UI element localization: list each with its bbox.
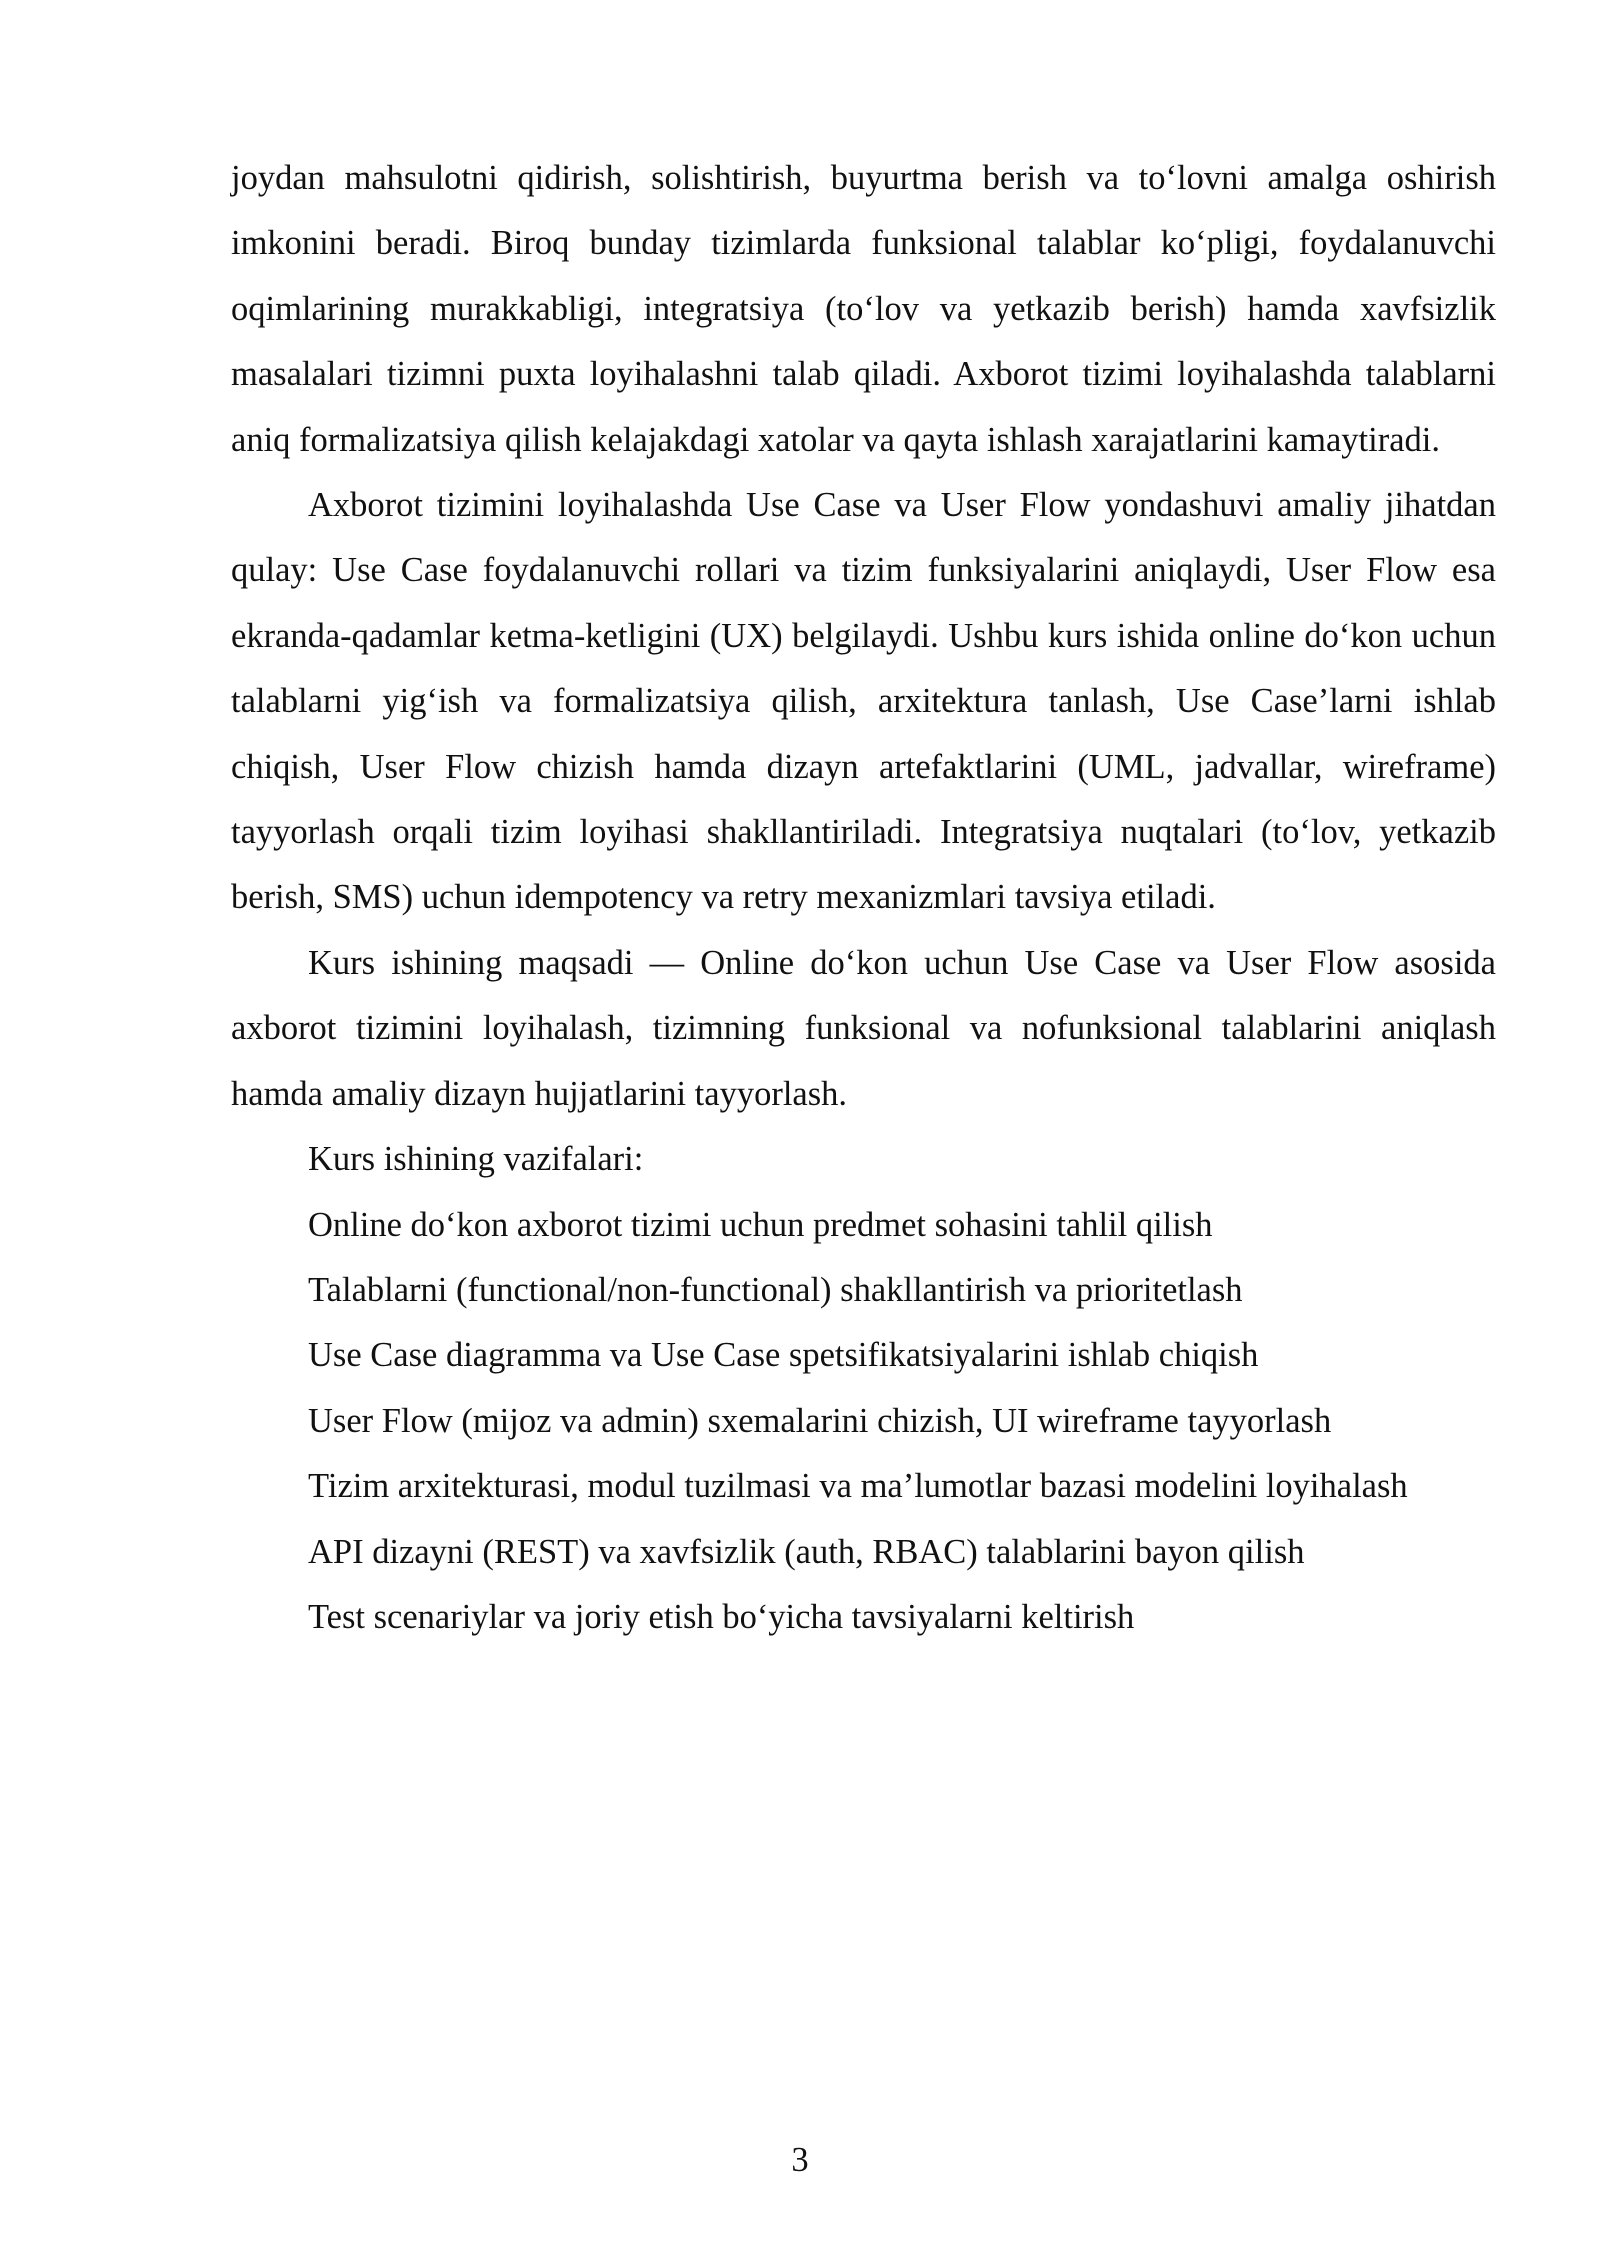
paragraph-course-goal: Kurs ishining maqsadi — Online do‘kon uchun Use Case va User Flow asosida axborot tizimini loyihalash, tizimning funksional va nofunksional talablarini aniqlash hamda amaliy dizayn hujjatlarini tayyorlash.	[231, 943, 1496, 1113]
task-item: Test scenariylar va joriy etish bo‘yicha tavsiyalarni keltirish	[308, 1597, 1135, 1636]
tasks-heading: Kurs ishining vazifalari:	[308, 1140, 644, 1179]
task-item: Tizim arxitekturasi, modul tuzilmasi va ma’lumotlar bazasi modelini loyihalash	[308, 1467, 1408, 1506]
task-item: Online do‘kon axborot tizimi uchun predmet sohasini tahlil qilish	[308, 1205, 1213, 1244]
task-item: Talablarni (functional/non-functional) shakllantirish va prioritetlash	[308, 1270, 1243, 1309]
task-item: API dizayni (REST) va xavfsizlik (auth, RBAC) talablarini bayon qilish	[308, 1532, 1305, 1571]
page-number: 3	[791, 2141, 809, 2179]
task-item: User Flow (mijoz va admin) sxemalarini chizish, UI wireframe tayyorlash	[308, 1401, 1332, 1440]
document-body	[231, 146, 1496, 1650]
task-item: Use Case diagramma va Use Case spetsifikatsiyalarini ishlab chiqish	[308, 1336, 1259, 1375]
paragraph-intro-continuation: joydan mahsulotni qidirish, solishtirish, buyurtma berish va to‘lovni amalga oshirish imkonini beradi. Biroq bunday tizimlarda funksional talablar ko‘pligi, foydalanuvchi oqimlarining murakkabligi, integratsiya (to‘lov va yetkazib berish) hamda xavfsizlik masalalari tizimni puxta loyihalashni talab qiladi. Axborot tizimi loyihalashda talablarni aniq formalizatsiya qilish kelajakdagi xatolar va qayta ishlash xarajatlarini kamaytiradi.	[231, 159, 1496, 459]
paragraph-use-case-approach: Axborot tizimini loyihalashda Use Case va User Flow yondashuvi amaliy jihatdan qulay: Use Case foydalanuvchi rollari va tizim funksiyalarini aniqlaydi, User Flow esa ekranda-qadamlar ketma-ketligini (UX) belgilaydi. Ushbu kurs ishida online do‘kon uchun talablarni yig‘ish va formalizatsiya qilish, arxitektura tanlash, Use Case’larni ishlab chiqish, User Flow chizish hamda dizayn artefaktlarini (UML, jadvallar, wireframe) tayyorlash orqali tizim loyihasi shakllantiriladi. Integratsiya nuqtalari (to‘lov, yetkazib berish, SMS) uchun idempotency va retry mexanizmlari tavsiya etiladi.	[231, 486, 1496, 917]
